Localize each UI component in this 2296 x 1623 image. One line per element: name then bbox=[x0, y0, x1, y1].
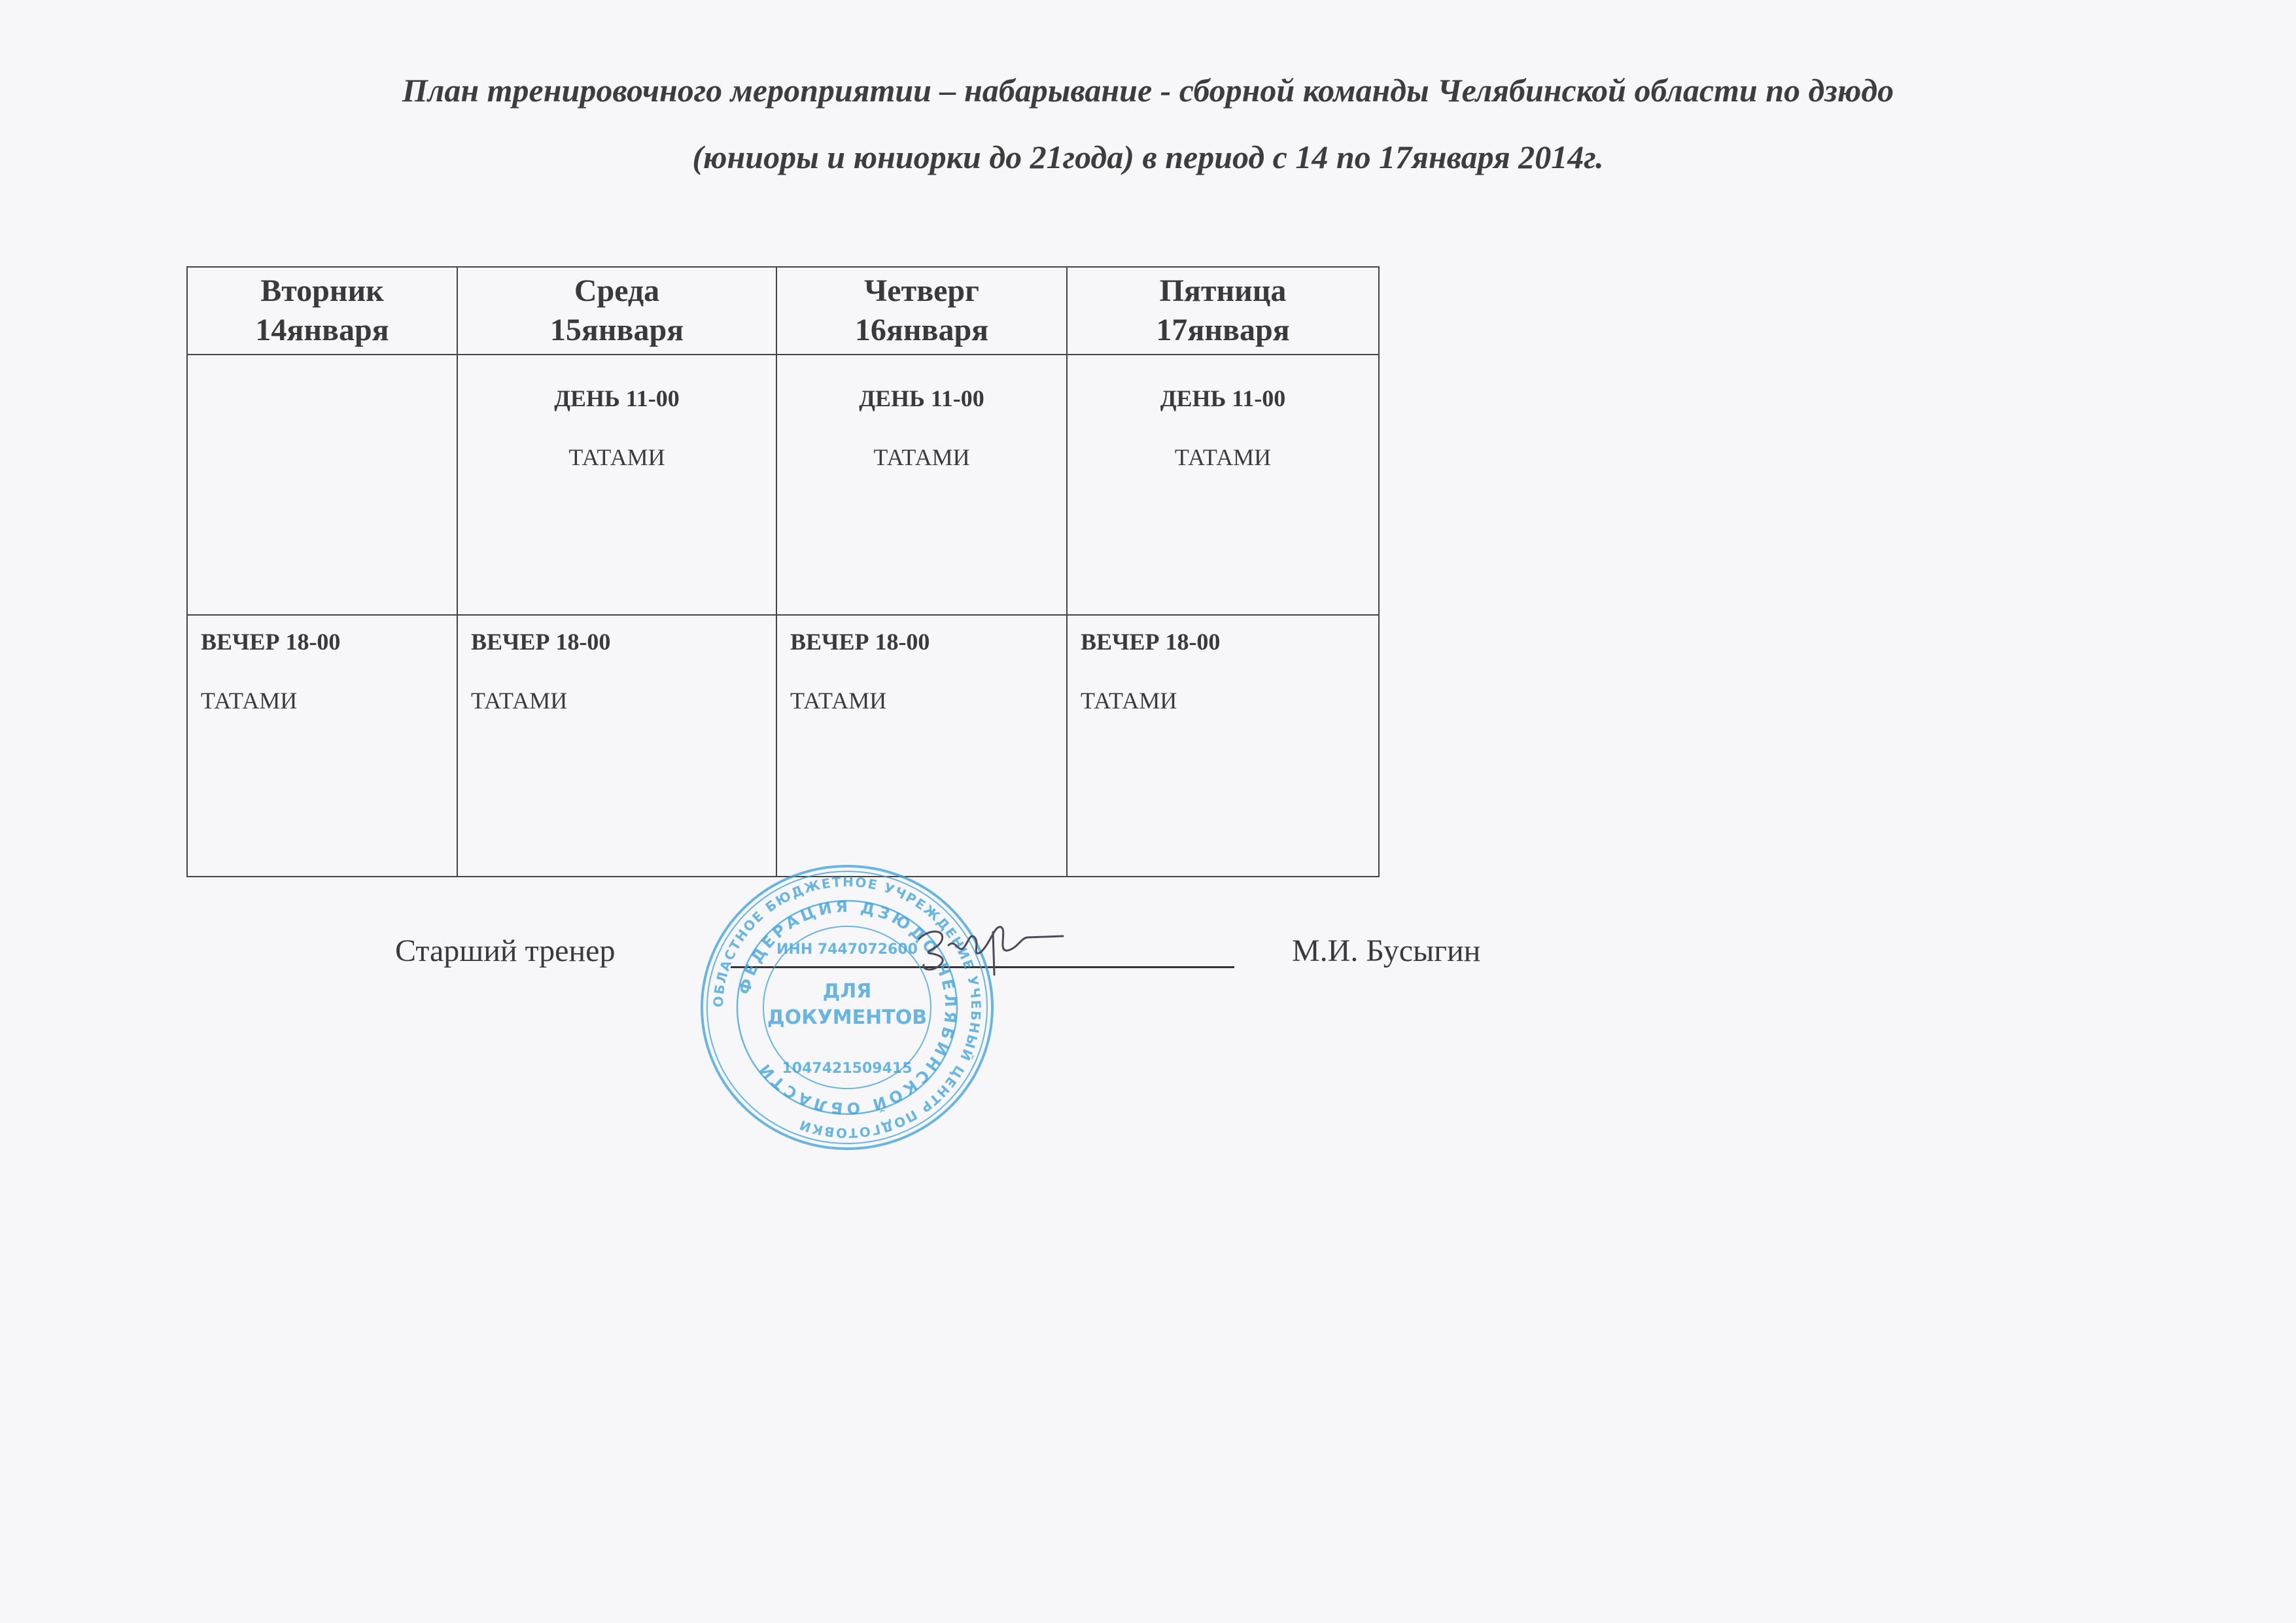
day-session-place: ТАТАМИ bbox=[873, 444, 970, 470]
day-session-cell bbox=[1067, 355, 1379, 615]
day-name: Пятница bbox=[1159, 273, 1287, 308]
evening-session-time: ВЕЧЕР 18-00 bbox=[201, 629, 341, 655]
day-session-time: ДЕНЬ 11-00 bbox=[859, 385, 984, 411]
evening-session-place: ТАТАМИ bbox=[201, 688, 298, 714]
day-session-cell bbox=[187, 355, 457, 615]
day-session-place: ТАТАМИ bbox=[1174, 444, 1272, 470]
evening-session-cell bbox=[776, 615, 1067, 877]
day-name: Четверг bbox=[864, 273, 979, 308]
day-date: 17января bbox=[1156, 313, 1290, 347]
evening-session-place: ТАТАМИ bbox=[471, 688, 568, 714]
day-session-row bbox=[187, 355, 1379, 615]
stamp-ogrn: 1047421509415 bbox=[782, 1060, 913, 1077]
header-cell bbox=[776, 267, 1067, 355]
stamp-center-line2: ДОКУМЕНТОВ bbox=[767, 1006, 928, 1029]
schedule-table bbox=[186, 266, 1380, 877]
document-title-line-1: План тренировочного мероприятии – набарывание - сборной команды Челябинской области по дзюдо bbox=[402, 72, 1894, 109]
day-session-cell bbox=[776, 355, 1067, 615]
handwritten-signature bbox=[909, 913, 1066, 985]
evening-session-place: ТАТАМИ bbox=[790, 688, 887, 714]
evening-session-row bbox=[187, 615, 1379, 877]
header-cell bbox=[1067, 267, 1379, 355]
document-title-line-2: (юниоры и юниорки до 21года) в период с 14 по 17января 2014г. bbox=[692, 139, 1604, 175]
day-name: Вторник bbox=[260, 273, 384, 308]
header-cell bbox=[187, 267, 457, 355]
table-header-row bbox=[187, 267, 1379, 355]
stamp-inner-text: ФЕДЕРАЦИЯ ДЗЮДО ЧЕЛЯБИНСКОЙ ОБЛАСТИ bbox=[735, 897, 960, 1118]
day-session-cell bbox=[457, 355, 776, 615]
signatory-role: Старший тренер bbox=[395, 934, 616, 968]
day-session-time: ДЕНЬ 11-00 bbox=[1160, 385, 1286, 411]
day-name: Среда bbox=[574, 273, 660, 308]
evening-session-time: ВЕЧЕР 18-00 bbox=[1081, 629, 1221, 655]
day-date: 14января bbox=[255, 313, 389, 347]
day-session-place: ТАТАМИ bbox=[568, 444, 665, 470]
evening-session-cell bbox=[187, 615, 457, 877]
official-stamp bbox=[687, 857, 1007, 1158]
stamp-center-line1: ДЛЯ bbox=[822, 980, 872, 1003]
evening-session-cell bbox=[457, 615, 776, 877]
evening-session-place: ТАТАМИ bbox=[1081, 688, 1177, 714]
day-date: 15января bbox=[549, 313, 684, 347]
day-session-time: ДЕНЬ 11-00 bbox=[554, 385, 680, 411]
stamp-inn: ИНН 7447072600 bbox=[776, 941, 918, 958]
evening-session-time: ВЕЧЕР 18-00 bbox=[790, 629, 930, 655]
header-cell bbox=[457, 267, 776, 355]
stamp-outer-text: ОБЛАСТНОЕ БЮДЖЕТНОЕ УЧРЕЖДЕНИЕ УЧЕБНЫЙ ЦЕНТР ПОДГОТОВКИ bbox=[710, 873, 984, 1142]
signatory-name: М.И. Бусыгин bbox=[1292, 934, 1481, 968]
evening-session-cell bbox=[1067, 615, 1379, 877]
day-date: 16января bbox=[854, 313, 989, 347]
evening-session-time: ВЕЧЕР 18-00 bbox=[471, 629, 611, 655]
